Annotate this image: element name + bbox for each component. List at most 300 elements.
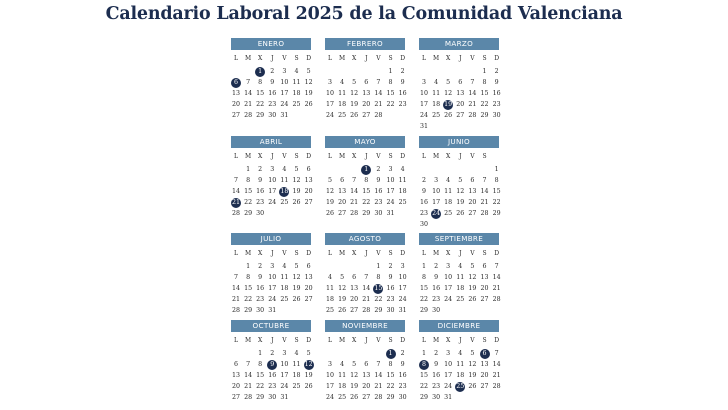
calendar-day: 16 (268, 90, 277, 97)
calendar-day: 27 (304, 296, 313, 303)
calendar-day: 1 (494, 166, 499, 173)
weekday-header: L (422, 55, 426, 62)
calendar-day: 4 (446, 177, 451, 184)
weekday-header: X (352, 250, 357, 257)
calendar-day: 19 (304, 372, 313, 379)
calendar-day: 17 (432, 199, 441, 206)
calendar-day: 30 (432, 394, 441, 401)
calendar-day: 23 (374, 199, 383, 206)
calendar-day: 9 (400, 79, 405, 86)
calendar-day: 25 (338, 112, 347, 119)
weekday-header: X (446, 250, 451, 257)
calendar-day: 10 (444, 274, 453, 281)
calendar-day: 29 (480, 112, 489, 119)
calendar-day: 4 (294, 350, 299, 357)
month-header: MAYO (325, 136, 405, 148)
weekday-header: X (258, 153, 263, 160)
weekday-header: M (433, 55, 440, 62)
calendar-day: 19 (468, 285, 477, 292)
weekday-header: D (494, 337, 499, 344)
weekday-header: D (306, 250, 311, 257)
calendar-day: 17 (398, 285, 407, 292)
calendar-day: 6 (306, 263, 311, 270)
weekday-header: D (400, 337, 405, 344)
calendar-day: 4 (340, 79, 345, 86)
calendar-day: 2 (270, 350, 275, 357)
calendar-day: 26 (304, 383, 313, 390)
calendar-day: 5 (327, 177, 332, 184)
calendar-day: 8 (482, 79, 487, 86)
calendar-day: 20 (468, 199, 477, 206)
month-header: DICIEMBRE (419, 320, 499, 332)
calendar-day: 11 (280, 274, 289, 281)
calendar-day: 5 (470, 350, 475, 357)
weekday-header: S (482, 153, 487, 160)
weekday-header: X (352, 55, 357, 62)
calendar-day: 14 (362, 285, 371, 292)
holiday-day: 1 (255, 67, 265, 77)
calendar-day: 13 (362, 90, 371, 97)
calendar-day: 10 (280, 361, 289, 368)
calendar-day: 12 (325, 188, 334, 195)
weekday-header: S (294, 337, 299, 344)
month-marzo (419, 38, 501, 130)
weekday-header: M (339, 55, 346, 62)
weekday-header: D (306, 337, 311, 344)
calendar-day: 12 (350, 90, 359, 97)
calendar-day: 20 (304, 285, 313, 292)
calendar-day: 29 (419, 394, 428, 401)
holiday-day: 1 (386, 349, 396, 359)
calendar-day: 26 (325, 210, 334, 217)
calendar-day: 10 (419, 90, 428, 97)
calendar-day: 7 (376, 79, 381, 86)
calendar-day: 13 (231, 90, 240, 97)
calendar-day: 23 (256, 199, 265, 206)
calendar-day: 3 (282, 68, 287, 75)
calendar-day: 31 (419, 123, 428, 130)
weekday-header: S (388, 153, 393, 160)
holiday-day: 21 (231, 198, 240, 206)
calendar-day: 26 (338, 307, 347, 314)
calendar-day: 12 (456, 188, 465, 195)
weekday-header: M (433, 337, 440, 344)
calendar-day: 6 (306, 166, 311, 173)
holiday-day: 19 (444, 100, 453, 108)
month-abril (231, 136, 313, 217)
calendar-day: 15 (386, 90, 395, 97)
calendar-day: 24 (268, 199, 277, 206)
calendar-day: 29 (256, 394, 265, 401)
weekday-header: X (258, 250, 263, 257)
weekday-header: J (271, 55, 274, 62)
weekday-header: X (352, 153, 357, 160)
calendar-day: 2 (388, 263, 393, 270)
calendar-day: 14 (244, 372, 253, 379)
calendar-day: 16 (386, 285, 395, 292)
weekday-header: J (459, 55, 462, 62)
calendar-day: 4 (282, 263, 287, 270)
calendar-day: 2 (258, 263, 263, 270)
month-header: OCTUBRE (231, 320, 311, 332)
calendar-day: 11 (292, 361, 301, 368)
calendar-day: 3 (446, 263, 451, 270)
calendar-day: 3 (282, 350, 287, 357)
calendar-day: 18 (292, 90, 301, 97)
weekday-header: V (282, 250, 287, 257)
calendar-day: 1 (482, 68, 487, 75)
weekday-header: X (352, 337, 357, 344)
calendar-day: 28 (362, 307, 371, 314)
weekday-header: X (446, 153, 451, 160)
calendar-day: 13 (362, 372, 371, 379)
month-junio (419, 136, 501, 228)
calendar-day: 16 (432, 285, 441, 292)
weekday-header: V (376, 337, 381, 344)
calendar-day: 3 (388, 166, 393, 173)
weekday-header: X (258, 337, 263, 344)
calendar-day: 17 (419, 101, 428, 108)
calendar-day: 24 (325, 112, 334, 119)
calendar-day: 7 (246, 361, 251, 368)
calendar-day: 7 (494, 350, 499, 357)
calendar-day: 24 (444, 383, 453, 390)
calendar-day: 5 (294, 263, 299, 270)
month-header: NOVIEMBRE (325, 320, 405, 332)
calendar-day: 19 (350, 383, 359, 390)
calendar-day: 15 (492, 188, 501, 195)
calendar-day: 4 (434, 79, 439, 86)
weekday-header: V (282, 337, 287, 344)
weekday-header: S (294, 153, 299, 160)
weekday-header: L (328, 337, 332, 344)
weekday-header: V (470, 250, 475, 257)
calendar-day: 18 (280, 285, 289, 292)
calendar-day: 25 (292, 101, 301, 108)
weekday-header: M (245, 250, 252, 257)
calendar-day: 5 (306, 68, 311, 75)
month-header: JUNIO (419, 136, 499, 148)
weekday-header: S (482, 55, 487, 62)
calendar-day: 24 (419, 112, 428, 119)
calendar-day: 7 (364, 274, 369, 281)
calendar-day: 9 (434, 361, 439, 368)
calendar-day: 6 (340, 177, 345, 184)
calendar-day: 24 (268, 296, 277, 303)
calendar-day: 20 (350, 296, 359, 303)
calendar-day: 31 (444, 394, 453, 401)
calendar-day: 1 (246, 263, 251, 270)
calendar-day: 26 (444, 112, 453, 119)
calendar-day: 10 (432, 188, 441, 195)
calendar-day: 6 (364, 361, 369, 368)
weekday-header: L (234, 55, 238, 62)
calendar-day: 17 (386, 188, 395, 195)
calendar-day: 25 (432, 112, 441, 119)
calendar-day: 1 (388, 68, 393, 75)
month-header: MARZO (419, 38, 499, 50)
calendar-day: 20 (480, 285, 489, 292)
calendar-day: 17 (280, 90, 289, 97)
weekday-header: X (258, 55, 263, 62)
calendar-day: 12 (292, 274, 301, 281)
calendar-day: 8 (258, 79, 263, 86)
calendar-day: 16 (398, 372, 407, 379)
calendar-day: 14 (350, 188, 359, 195)
calendar-day: 12 (304, 79, 313, 86)
calendar-day: 12 (292, 177, 301, 184)
calendar-day: 24 (280, 383, 289, 390)
calendar-day: 25 (338, 394, 347, 401)
calendar-day: 26 (468, 296, 477, 303)
calendar-day: 5 (352, 361, 357, 368)
calendar-day: 11 (338, 90, 347, 97)
calendar-day: 12 (444, 90, 453, 97)
weekday-header: D (400, 153, 405, 160)
calendar-day: 6 (482, 263, 487, 270)
calendar-day: 22 (419, 383, 428, 390)
weekday-header: J (365, 55, 368, 62)
calendar-day: 2 (494, 68, 499, 75)
calendar-day: 21 (374, 383, 383, 390)
calendar-day: 1 (421, 263, 426, 270)
calendar-day: 26 (456, 210, 465, 217)
calendar-day: 28 (492, 383, 501, 390)
calendar-day: 12 (350, 372, 359, 379)
calendar-day: 18 (432, 101, 441, 108)
calendar-day: 22 (244, 296, 253, 303)
calendar-day: 23 (398, 383, 407, 390)
calendar-day: 16 (374, 188, 383, 195)
calendar-day: 3 (421, 79, 426, 86)
calendar-day: 20 (338, 199, 347, 206)
calendar-day: 2 (400, 68, 405, 75)
calendar-day: 7 (470, 79, 475, 86)
weekday-header: L (422, 250, 426, 257)
calendar-day: 9 (258, 177, 263, 184)
calendar-day: 17 (325, 101, 334, 108)
calendar-day: 15 (256, 90, 265, 97)
calendar-day: 15 (244, 188, 253, 195)
calendar-day: 6 (470, 177, 475, 184)
calendar-day: 27 (362, 112, 371, 119)
weekday-header: M (433, 250, 440, 257)
calendar-day: 5 (352, 79, 357, 86)
calendar-day: 13 (338, 188, 347, 195)
calendar-day: 1 (246, 166, 251, 173)
weekday-header: L (328, 55, 332, 62)
calendar-day: 4 (458, 350, 463, 357)
calendar-day: 6 (458, 79, 463, 86)
calendar-day: 13 (350, 285, 359, 292)
weekday-header: V (282, 55, 287, 62)
calendar-day: 22 (256, 383, 265, 390)
weekday-header: S (294, 55, 299, 62)
calendar-day: 17 (280, 372, 289, 379)
calendar-day: 11 (444, 188, 453, 195)
calendar-day: 12 (338, 285, 347, 292)
calendar-day: 28 (374, 394, 383, 401)
calendar-day: 11 (456, 361, 465, 368)
calendar-day: 25 (456, 296, 465, 303)
calendar-day: 26 (350, 394, 359, 401)
calendar-day: 6 (233, 361, 238, 368)
calendar-day: 25 (398, 199, 407, 206)
calendar-day: 20 (304, 188, 313, 195)
calendar-day: 9 (494, 79, 499, 86)
calendar-day: 10 (444, 361, 453, 368)
weekday-header: J (271, 250, 274, 257)
calendar-day: 8 (376, 274, 381, 281)
month-mayo (325, 136, 407, 217)
month-octubre (231, 320, 313, 401)
weekday-header: D (306, 55, 311, 62)
calendar-day: 22 (374, 296, 383, 303)
calendar-day: 8 (246, 274, 251, 281)
calendar-day: 9 (400, 361, 405, 368)
weekday-header: V (376, 153, 381, 160)
weekday-header: D (494, 55, 499, 62)
weekday-header: V (470, 55, 475, 62)
weekday-header: V (470, 153, 475, 160)
calendar-day: 22 (492, 199, 501, 206)
calendar-day: 31 (398, 307, 407, 314)
calendar-day: 5 (306, 350, 311, 357)
weekday-header: M (245, 55, 252, 62)
calendar-day: 19 (338, 296, 347, 303)
calendar-day: 23 (398, 101, 407, 108)
calendar-day: 1 (376, 263, 381, 270)
calendar-day: 9 (376, 177, 381, 184)
weekday-header: S (482, 250, 487, 257)
calendar-day: 17 (268, 188, 277, 195)
calendar-day: 4 (458, 263, 463, 270)
calendar-day: 15 (362, 188, 371, 195)
month-header: ENERO (231, 38, 311, 50)
calendar-day: 4 (327, 274, 332, 281)
calendar-day: 24 (386, 199, 395, 206)
calendar-day: 8 (421, 274, 426, 281)
calendar-day: 27 (231, 394, 240, 401)
calendar-day: 22 (386, 383, 395, 390)
calendar-day: 30 (398, 394, 407, 401)
calendar-day: 15 (244, 285, 253, 292)
calendar-day: 14 (244, 90, 253, 97)
calendar-day: 25 (280, 199, 289, 206)
calendar-day: 5 (446, 79, 451, 86)
holiday-day: 9 (267, 360, 277, 370)
calendar-day: 25 (325, 307, 334, 314)
calendar-day: 18 (456, 372, 465, 379)
holiday-day: 1 (361, 165, 371, 175)
calendar-day: 30 (492, 112, 501, 119)
calendar-day: 18 (398, 188, 407, 195)
calendar-day: 3 (446, 350, 451, 357)
calendar-day: 19 (292, 285, 301, 292)
month-header: JULIO (231, 233, 311, 245)
calendar-day: 15 (480, 90, 489, 97)
calendar-day: 30 (268, 394, 277, 401)
calendar-day: 24 (325, 394, 334, 401)
calendar-day: 13 (456, 90, 465, 97)
page-title: Calendario Laboral 2025 de la Comunidad Valenciana (105, 4, 623, 24)
calendar-day: 31 (280, 394, 289, 401)
calendar-day: 8 (388, 361, 393, 368)
calendar-day: 26 (350, 112, 359, 119)
calendar-day: 21 (374, 101, 383, 108)
calendar-day: 7 (352, 177, 357, 184)
calendar-day: 7 (246, 79, 251, 86)
calendar-day: 4 (282, 166, 287, 173)
calendar-day: 2 (421, 177, 426, 184)
holiday-day: 12 (304, 360, 313, 368)
calendar-day: 17 (325, 383, 334, 390)
calendar-day: 11 (338, 372, 347, 379)
calendar-day: 9 (258, 274, 263, 281)
holiday-day: 6 (480, 349, 490, 359)
calendar-day: 22 (480, 101, 489, 108)
weekday-header: L (234, 153, 238, 160)
calendar-day: 2 (270, 68, 275, 75)
calendar-day: 23 (432, 296, 441, 303)
calendar-day: 22 (419, 296, 428, 303)
weekday-header: J (459, 153, 462, 160)
calendar-day: 11 (432, 90, 441, 97)
weekday-header: S (388, 250, 393, 257)
weekday-header: V (376, 55, 381, 62)
calendar-day: 12 (468, 361, 477, 368)
calendar-day: 21 (350, 199, 359, 206)
weekday-header: X (446, 55, 451, 62)
calendar-day: 14 (231, 188, 240, 195)
calendar-day: 19 (304, 90, 313, 97)
calendar-day: 30 (256, 210, 265, 217)
calendar-day: 13 (480, 361, 489, 368)
calendar-day: 8 (364, 177, 369, 184)
calendar-day: 3 (270, 166, 275, 173)
calendar-day: 15 (256, 372, 265, 379)
calendar-day: 29 (244, 210, 253, 217)
weekday-header: M (245, 153, 252, 160)
calendar-day: 28 (374, 112, 383, 119)
calendar-day: 7 (233, 177, 238, 184)
calendar-day: 7 (482, 177, 487, 184)
weekday-header: D (494, 250, 499, 257)
calendar-day: 16 (432, 372, 441, 379)
calendar-day: 14 (468, 90, 477, 97)
calendar-day: 14 (374, 90, 383, 97)
weekday-header: J (365, 153, 368, 160)
weekday-header: D (306, 153, 311, 160)
calendar-day: 28 (244, 394, 253, 401)
month-enero (231, 38, 313, 119)
calendar-day: 5 (340, 274, 345, 281)
calendar-day: 9 (421, 188, 426, 195)
calendar-day: 28 (231, 210, 240, 217)
calendar-day: 23 (268, 101, 277, 108)
calendar-day: 29 (244, 307, 253, 314)
calendar-day: 13 (480, 274, 489, 281)
calendar-day: 19 (325, 199, 334, 206)
calendar-day: 20 (480, 372, 489, 379)
holiday-day: 8 (419, 360, 429, 370)
calendar-day: 6 (364, 79, 369, 86)
calendar-day: 23 (268, 383, 277, 390)
calendar-day: 18 (456, 285, 465, 292)
calendar-day: 30 (268, 112, 277, 119)
calendar-day: 2 (376, 166, 381, 173)
calendar-day: 16 (492, 90, 501, 97)
